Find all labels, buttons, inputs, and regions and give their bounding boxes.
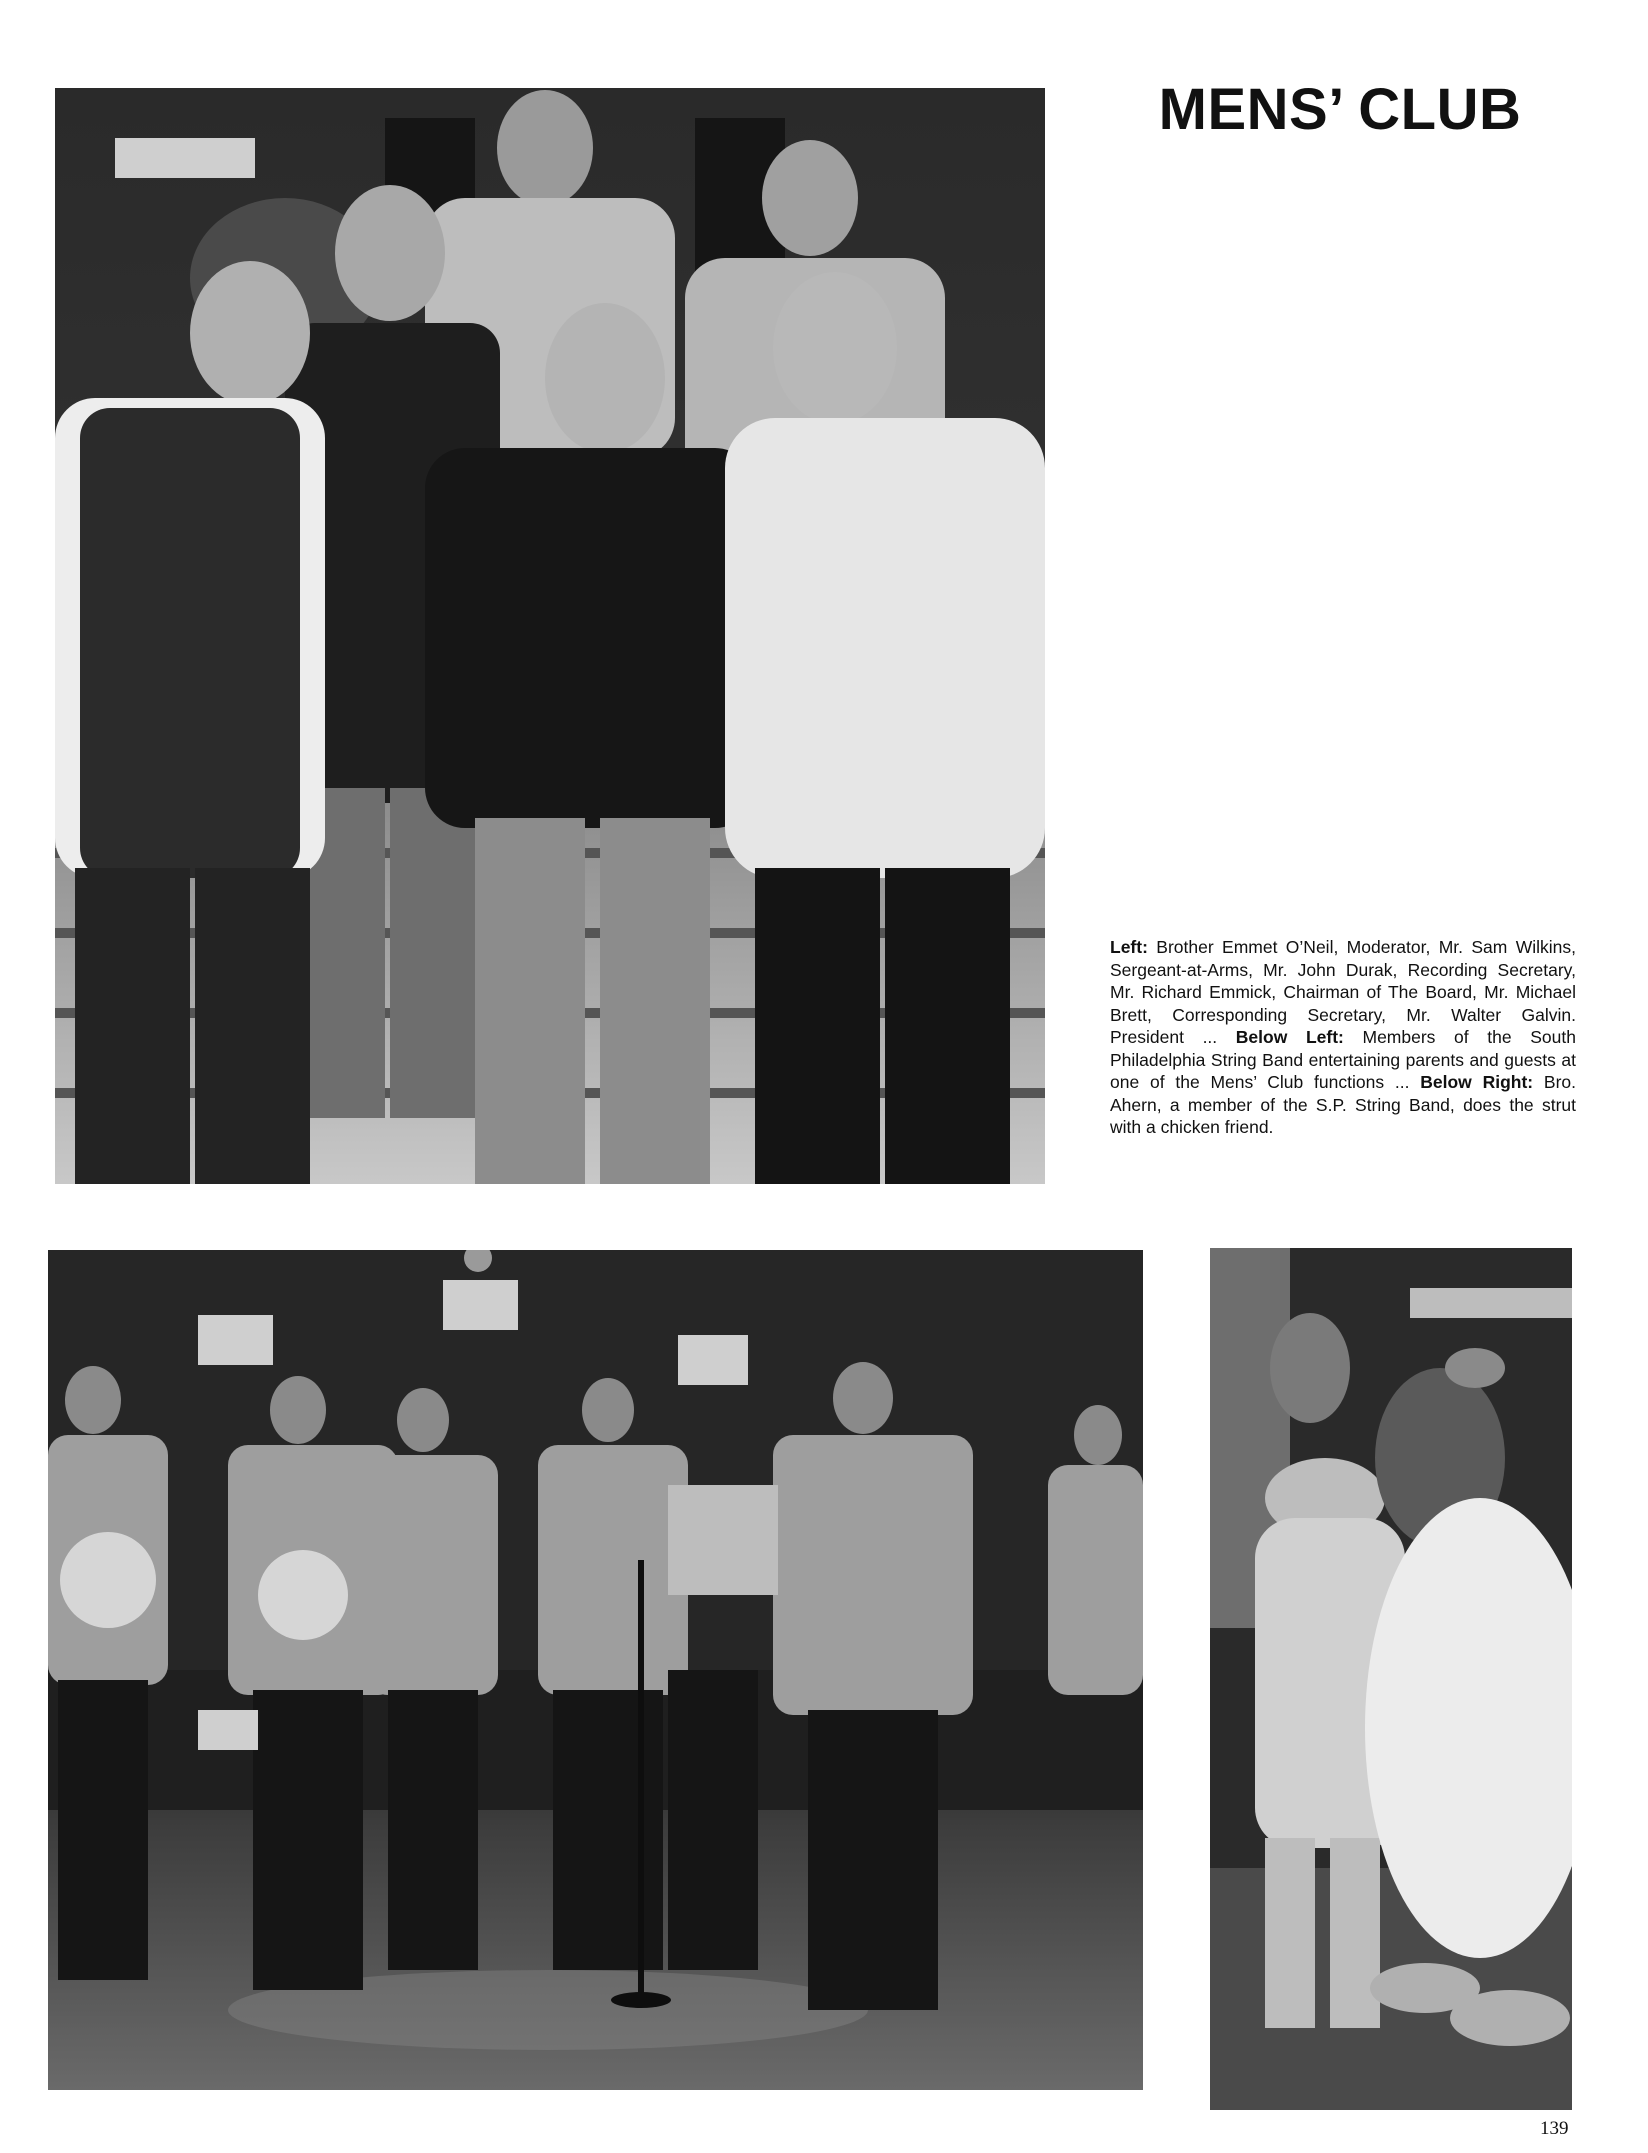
- caption-text-below-right: Bro. Ahern, a member of the S.P. String Band, does the strut with a chicken friend.: [1110, 1072, 1576, 1137]
- caption-text-left: Brother Emmet O’Neil, Moderator, Mr. Sam Wilkins, Sergeant-at-Arms, Mr. John Durak, Recording Secretary, Mr. Richard Emmick, Chairman of The Board, Mr. Michael Brett, Corresponding Secretary, Mr. Walter Galvin. President ...: [1110, 937, 1576, 1047]
- photo-strut-with-chicken: [1210, 1248, 1572, 2110]
- caption-label-below-left: Below Left:: [1235, 1027, 1344, 1047]
- photo-caption: [1110, 936, 1576, 1139]
- photo-string-band: [48, 1250, 1143, 2090]
- photo-mens-club-officers: [55, 88, 1045, 1184]
- caption-text-below-left: Members of the South Philadelphia String Band entertaining parents and guests at one of the Mens’ Club functions ...: [1110, 1027, 1576, 1092]
- caption-label-below-right: Below Right:: [1420, 1072, 1534, 1092]
- page-title: MENS’ CLUB: [1158, 77, 1522, 142]
- caption-label-left: Left:: [1110, 937, 1148, 957]
- page-number: 139: [1540, 2118, 1569, 2139]
